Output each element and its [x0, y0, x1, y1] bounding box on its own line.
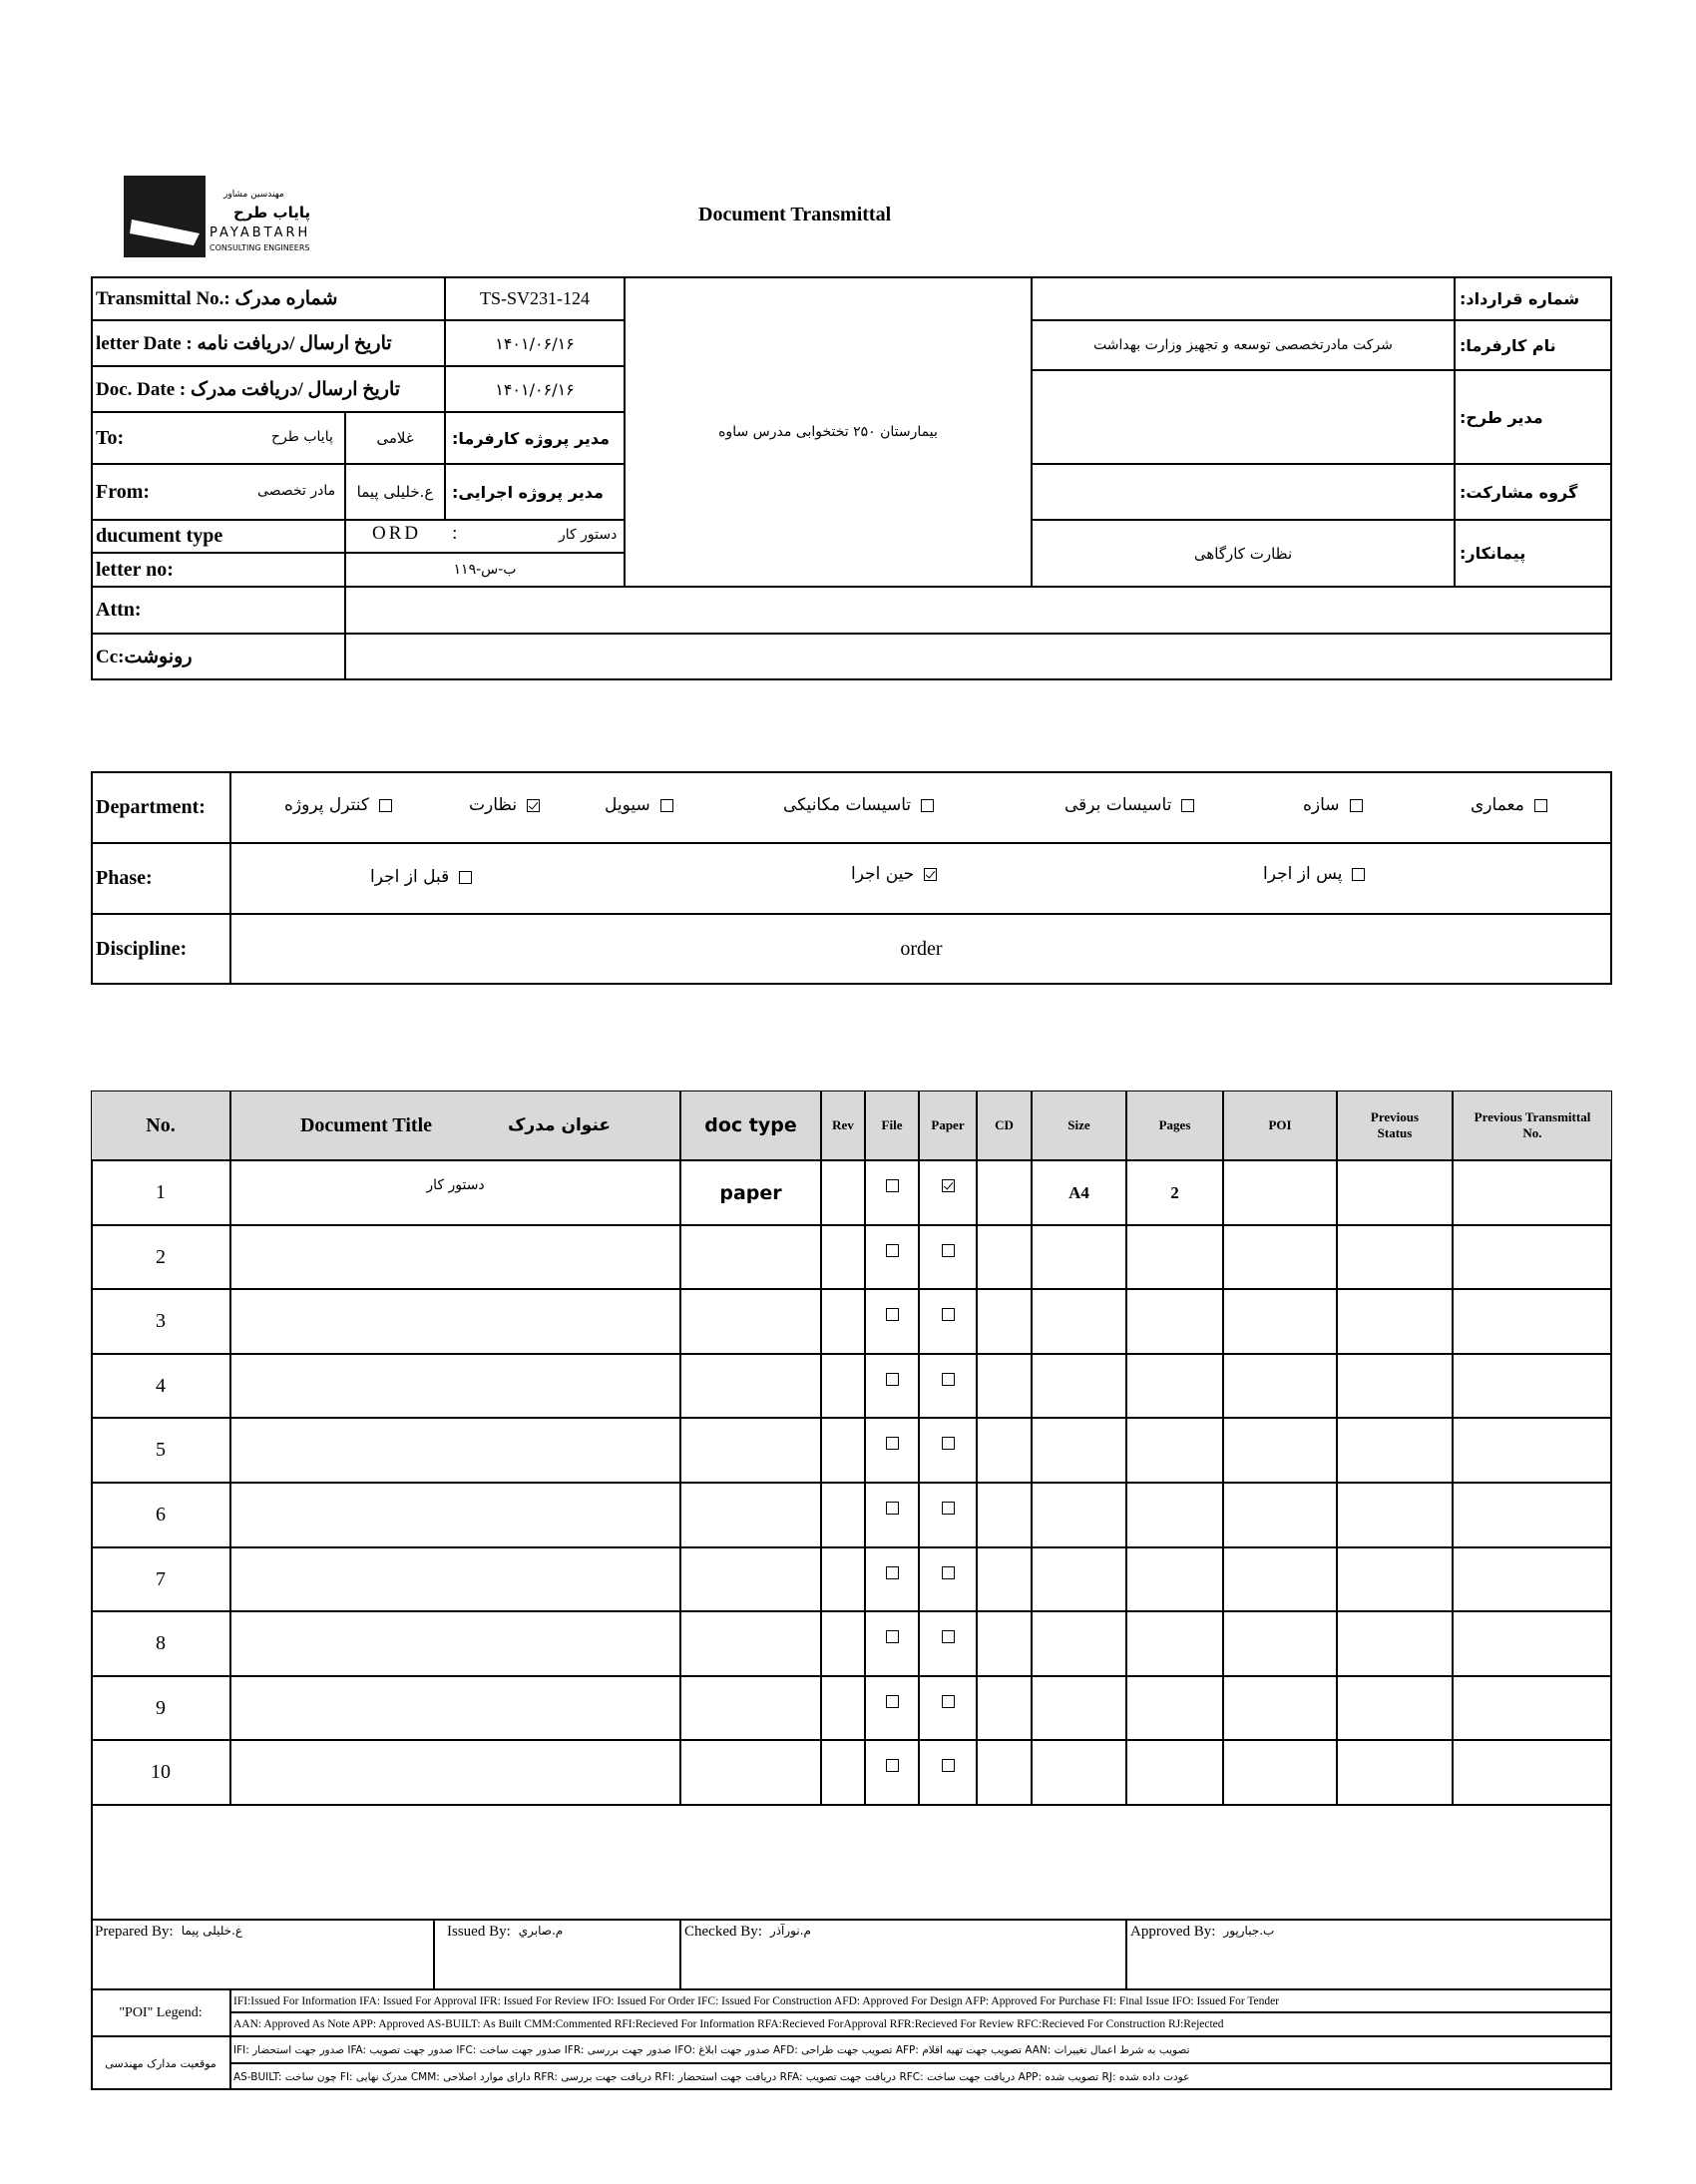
col-header-poi: POI [1223, 1091, 1337, 1160]
client-pm-label: مدیر پروژه کارفرما: [445, 412, 625, 464]
row-doc-type[interactable] [680, 1740, 821, 1805]
dept-option-architecture[interactable] [1471, 795, 1547, 815]
row-size[interactable] [1032, 1354, 1126, 1418]
checked-by-cell [680, 1920, 1126, 1989]
approved-by-cell [1126, 1920, 1612, 1989]
company-logo [124, 176, 333, 261]
col-header-no: No. [91, 1091, 230, 1160]
row-pages[interactable] [1126, 1676, 1223, 1740]
row-paper [919, 1354, 977, 1418]
row-doc-type[interactable] [680, 1483, 821, 1547]
row-prev-transmittal[interactable] [1453, 1160, 1612, 1225]
discipline-value: order [230, 914, 1612, 985]
row-prev-status[interactable] [1337, 1289, 1453, 1354]
row-prev-transmittal[interactable] [1453, 1483, 1612, 1547]
row-paper [919, 1547, 977, 1611]
row-paper-checkbox[interactable] [942, 1566, 955, 1579]
row-paper-checkbox[interactable] [942, 1502, 955, 1515]
row-file-checkbox[interactable] [886, 1695, 899, 1708]
client-label: نام کارفرما: [1455, 320, 1612, 370]
doc-date-label: Doc. Date : تاریخ ارسال /دریافت مدرک [91, 366, 445, 412]
letter-date-value: ۱۴۰۱/۰۶/۱۶ [445, 320, 625, 366]
dept-structure-checkbox[interactable] [1350, 799, 1363, 812]
issued-by-value: م.صابري [518, 1924, 564, 1938]
row-file-checkbox[interactable] [886, 1759, 899, 1772]
row-prev-transmittal[interactable] [1453, 1289, 1612, 1354]
row-doc-type[interactable] [680, 1418, 821, 1483]
table-spacer [91, 1805, 1612, 1920]
discipline-label: Discipline: [91, 914, 230, 985]
phase-after-label: پس از اجرا [1263, 864, 1343, 884]
row-paper [919, 1160, 977, 1225]
row-title[interactable] [230, 1289, 680, 1354]
row-no: 4 [91, 1354, 230, 1418]
letter-no-value: ب-س-۱۱۹ [345, 553, 625, 587]
row-size[interactable] [1032, 1483, 1126, 1547]
row-pages[interactable] [1126, 1611, 1223, 1676]
to-label: To: [91, 412, 345, 464]
row-poi[interactable] [1223, 1611, 1337, 1676]
dept-mechanical-label: تاسیسات مکانیکی [783, 795, 912, 815]
row-no: 1 [91, 1160, 230, 1225]
row-paper-checkbox[interactable] [942, 1695, 955, 1708]
row-size[interactable] [1032, 1418, 1126, 1483]
row-rev[interactable] [821, 1740, 865, 1805]
phase-label: Phase: [91, 843, 230, 914]
row-poi[interactable] [1223, 1547, 1337, 1611]
row-cd[interactable] [977, 1611, 1032, 1676]
col-header-prev-transmittal: Previous Transmittal No. [1453, 1091, 1612, 1160]
approved-by-value: ب.جبارپور [1223, 1924, 1275, 1938]
letter-no-label: letter no: [91, 553, 345, 587]
logo-subtitle: CONSULTING ENGINEERS [210, 243, 310, 252]
row-pages[interactable] [1126, 1740, 1223, 1805]
phase-option-after[interactable] [1263, 864, 1365, 884]
row-paper [919, 1611, 977, 1676]
row-size[interactable] [1032, 1740, 1126, 1805]
row-size[interactable] [1032, 1547, 1126, 1611]
legend-line-4: AS-BUILT: چون ساخت FI: مدرک نهایی CMM: دارای موارد اصلاحی RFR: دریافت جهت بررسی RFI: دریافت جهت استحضار RFA: دریافت جهت تصویب RFC: دریافت جهت ساخت APP: تصویب شده RJ: عودت داده شده [230, 2063, 1612, 2090]
row-title[interactable] [230, 1676, 680, 1740]
row-poi[interactable] [1223, 1160, 1337, 1225]
row-cd[interactable] [977, 1418, 1032, 1483]
row-title[interactable] [230, 1225, 680, 1289]
cc-field [345, 634, 1612, 680]
row-poi[interactable] [1223, 1225, 1337, 1289]
dept-civil-checkbox[interactable] [660, 799, 673, 812]
row-prev-transmittal[interactable] [1453, 1740, 1612, 1805]
col-header-cd: CD [977, 1091, 1032, 1160]
row-paper-checkbox[interactable] [942, 1179, 955, 1192]
row-prev-status[interactable] [1337, 1547, 1453, 1611]
row-poi[interactable] [1223, 1676, 1337, 1740]
row-title[interactable] [230, 1354, 680, 1418]
row-rev[interactable] [821, 1160, 865, 1225]
row-rev[interactable] [821, 1611, 865, 1676]
logo-name-fa: پایاب طرح [233, 204, 311, 221]
col-header-file: File [865, 1091, 919, 1160]
department-label: Department: [91, 771, 230, 843]
logo-name-en: PAYABTARH [210, 225, 311, 240]
row-title[interactable] [230, 1483, 680, 1547]
client-value: شرکت مادرتخصصی توسعه و تجهیز وزارت بهداشت [1032, 320, 1455, 370]
from-label: From: [91, 464, 345, 520]
row-file [865, 1611, 919, 1676]
dept-mechanical-checkbox[interactable] [921, 799, 934, 812]
col-header-title-fa: عنوان مدرک [508, 1115, 612, 1135]
row-rev[interactable] [821, 1676, 865, 1740]
dept-option-civil[interactable] [605, 795, 673, 815]
row-cd[interactable] [977, 1160, 1032, 1225]
row-poi[interactable] [1223, 1740, 1337, 1805]
row-rev[interactable] [821, 1418, 865, 1483]
row-doc-type[interactable] [680, 1611, 821, 1676]
row-title[interactable] [230, 1740, 680, 1805]
row-poi[interactable] [1223, 1483, 1337, 1547]
contract-no-value [1032, 276, 1455, 320]
row-prev-transmittal[interactable] [1453, 1354, 1612, 1418]
row-paper [919, 1289, 977, 1354]
doc-date-value: ۱۴۰۱/۰۶/۱۶ [445, 366, 625, 412]
row-prev-status[interactable] [1337, 1160, 1453, 1225]
row-file-checkbox[interactable] [886, 1179, 899, 1192]
row-prev-status[interactable] [1337, 1225, 1453, 1289]
row-prev-transmittal[interactable] [1453, 1418, 1612, 1483]
row-pages[interactable] [1126, 1289, 1223, 1354]
row-pages[interactable] [1126, 1547, 1223, 1611]
approved-by-label: Approved By: [1130, 1924, 1216, 1940]
row-paper-checkbox[interactable] [942, 1437, 955, 1450]
row-no: 8 [91, 1611, 230, 1676]
poi-legend-label: "POI" Legend: [91, 1989, 230, 2036]
row-doc-type[interactable] [680, 1676, 821, 1740]
row-cd[interactable] [977, 1676, 1032, 1740]
page-title: Document Transmittal [698, 204, 892, 225]
row-prev-status[interactable] [1337, 1740, 1453, 1805]
dept-project-control-label: کنترل پروژه [284, 795, 369, 815]
row-no: 6 [91, 1483, 230, 1547]
row-no: 3 [91, 1289, 230, 1354]
row-paper-checkbox[interactable] [942, 1308, 955, 1321]
row-pages[interactable] [1126, 1354, 1223, 1418]
row-paper [919, 1740, 977, 1805]
row-no: 2 [91, 1225, 230, 1289]
col-header-paper: Paper [919, 1091, 977, 1160]
phase-before-label: قبل از اجرا [370, 867, 450, 887]
col-header-size: Size [1032, 1091, 1126, 1160]
phase-option-during[interactable] [851, 864, 937, 884]
row-poi[interactable] [1223, 1418, 1337, 1483]
row-cd[interactable] [977, 1483, 1032, 1547]
row-file-checkbox[interactable] [886, 1437, 899, 1450]
row-paper-checkbox[interactable] [942, 1630, 955, 1643]
from-value: مادر تخصصی [257, 483, 336, 499]
row-file [865, 1289, 919, 1354]
row-poi[interactable] [1223, 1289, 1337, 1354]
row-prev-transmittal[interactable] [1453, 1225, 1612, 1289]
phase-option-before[interactable] [370, 867, 472, 887]
row-cd[interactable] [977, 1354, 1032, 1418]
row-no: 10 [91, 1740, 230, 1805]
row-file [865, 1676, 919, 1740]
row-doc-type[interactable]: paper [680, 1160, 821, 1225]
designer-value [1032, 370, 1455, 464]
dept-option-structure[interactable] [1303, 795, 1363, 815]
row-pages[interactable] [1126, 1418, 1223, 1483]
doc-type-code: ORD : [372, 523, 461, 544]
row-prev-transmittal[interactable] [1453, 1547, 1612, 1611]
row-paper [919, 1225, 977, 1289]
row-rev[interactable] [821, 1547, 865, 1611]
dept-option-mechanical[interactable] [783, 795, 934, 815]
logo-mark [124, 176, 206, 257]
row-file [865, 1160, 919, 1225]
letter-date-label: letter Date : تاریخ ارسال /دریافت نامه [91, 320, 445, 366]
row-no: 5 [91, 1418, 230, 1483]
phase-during-label: حین اجرا [851, 864, 915, 884]
col-header-title [230, 1091, 680, 1160]
checked-by-label: Checked By: [684, 1924, 762, 1940]
row-poi[interactable] [1223, 1354, 1337, 1418]
row-file-checkbox[interactable] [886, 1566, 899, 1579]
contractor-label: پیمانکار: [1455, 520, 1612, 587]
row-file [865, 1740, 919, 1805]
row-cd[interactable] [977, 1547, 1032, 1611]
row-file [865, 1483, 919, 1547]
row-paper-checkbox[interactable] [942, 1759, 955, 1772]
row-doc-type[interactable] [680, 1289, 821, 1354]
row-size[interactable]: A4 [1032, 1160, 1126, 1225]
row-rev[interactable] [821, 1354, 865, 1418]
dept-structure-label: سازه [1303, 795, 1340, 815]
contractor-value: نظارت کارگاهی [1032, 520, 1455, 587]
to-value: پایاب طرح [271, 429, 333, 445]
checked-by-value: م.نورآذر [769, 1924, 811, 1938]
row-file-checkbox[interactable] [886, 1373, 899, 1386]
row-file-checkbox[interactable] [886, 1308, 899, 1321]
row-file [865, 1547, 919, 1611]
row-prev-status[interactable] [1337, 1611, 1453, 1676]
phase-before-checkbox[interactable] [459, 871, 472, 884]
attn-field [345, 587, 1612, 634]
col-header-rev: Rev [821, 1091, 865, 1160]
attn-label: Attn: [91, 587, 345, 634]
row-rev[interactable] [821, 1225, 865, 1289]
legend-line-3: IFI: صدور جهت استحضار IFA: صدور جهت تصویب IFC: صدور جهت ساخت IFR: صدور جهت بررسی IFO: صدور جهت ابلاغ AFD: تصویب جهت طراحی AFP: تصویب جهت تهیه اقلام AAN: تصویب به شرط اعمال تغییرات [230, 2036, 1612, 2063]
exec-pm-label: مدیر پروژه اجرایی: [445, 464, 625, 520]
row-pages[interactable] [1126, 1225, 1223, 1289]
row-paper [919, 1418, 977, 1483]
row-size[interactable] [1032, 1289, 1126, 1354]
row-size[interactable] [1032, 1676, 1126, 1740]
row-cd[interactable] [977, 1225, 1032, 1289]
row-size[interactable] [1032, 1611, 1126, 1676]
row-prev-transmittal[interactable] [1453, 1611, 1612, 1676]
row-paper [919, 1483, 977, 1547]
row-no: 9 [91, 1676, 230, 1740]
col-header-doc-type: doc type [680, 1091, 821, 1160]
prepared-by-value: ع.خلیلی پیما [181, 1924, 243, 1938]
row-title[interactable] [230, 1547, 680, 1611]
dept-civil-label: سیویل [605, 795, 650, 815]
col-header-pages: Pages [1126, 1091, 1223, 1160]
row-prev-status[interactable] [1337, 1483, 1453, 1547]
dept-option-supervision[interactable] [469, 795, 540, 815]
partner-label: گروه مشارکت: [1455, 464, 1612, 520]
row-cd[interactable] [977, 1740, 1032, 1805]
contract-no-label: شماره قرارداد: [1455, 276, 1612, 320]
doc-type-fa: دستور کار [559, 527, 618, 543]
row-size[interactable] [1032, 1225, 1126, 1289]
prepared-by-cell [91, 1920, 434, 1989]
dept-supervision-label: نظارت [469, 795, 518, 815]
phase-after-checkbox[interactable] [1352, 868, 1365, 881]
to-person: غلامی [345, 412, 445, 464]
row-pages[interactable] [1126, 1483, 1223, 1547]
logo-text-fa: مهندسین مشاور [223, 190, 284, 200]
row-paper-checkbox[interactable] [942, 1244, 955, 1257]
doc-type-label: ducument type [91, 520, 345, 553]
row-title[interactable] [230, 1611, 680, 1676]
row-paper [919, 1676, 977, 1740]
transmittal-no-label: Transmittal No.: شماره مدرک [91, 276, 445, 320]
row-pages[interactable]: 2 [1126, 1160, 1223, 1225]
legend-line-2: AAN: Approved As Note APP: Approved AS-BUILT: As Built CMM:Commented RFI:Recieved For Information RFA:Recieved ForApproval RFR:Recieved For Review RFC:Recieved For Construction RJ:Rejected [230, 2012, 1612, 2036]
row-file [865, 1225, 919, 1289]
dept-architecture-checkbox[interactable] [1534, 799, 1547, 812]
row-no: 7 [91, 1547, 230, 1611]
issued-by-cell [434, 1920, 680, 1989]
dept-electrical-label: تاسیسات برقی [1064, 795, 1172, 815]
col-header-prev-status: Previous Status [1337, 1091, 1453, 1160]
row-paper-checkbox[interactable] [942, 1373, 955, 1386]
cc-label: Cc:رونوشت [91, 634, 345, 680]
row-file [865, 1418, 919, 1483]
col-header-title-en: Document Title [299, 1113, 432, 1136]
transmittal-no-value: TS-SV231-124 [445, 276, 625, 320]
row-file-checkbox[interactable] [886, 1630, 899, 1643]
dept-option-project-control[interactable] [284, 795, 392, 815]
legend-line-1: IFI:Issued For Information IFA: Issued For Approval IFR: Issued For Review IFO: Issued For Order IFC: Issued For Construction AFD: Approved For Design AFP: Approved For Purchase FI: Final Issue IFO: Issued For Tender [230, 1989, 1612, 2012]
dept-option-electrical[interactable] [1064, 795, 1194, 815]
row-prev-status[interactable] [1337, 1354, 1453, 1418]
row-prev-status[interactable] [1337, 1676, 1453, 1740]
row-file-checkbox[interactable] [886, 1502, 899, 1515]
designer-label: مدیر طرح: [1455, 370, 1612, 464]
row-file [865, 1354, 919, 1418]
row-cd[interactable] [977, 1289, 1032, 1354]
legend-fa-label: موقعیت مدارک مهندسی [91, 2036, 230, 2090]
row-file-checkbox[interactable] [886, 1244, 899, 1257]
row-doc-type[interactable] [680, 1354, 821, 1418]
dept-supervision-checkbox[interactable] [527, 799, 540, 812]
dept-electrical-checkbox[interactable] [1181, 799, 1194, 812]
partner-value [1032, 464, 1455, 520]
phase-during-checkbox[interactable] [924, 868, 937, 881]
row-doc-type[interactable] [680, 1547, 821, 1611]
dept-architecture-label: معماری [1471, 795, 1524, 815]
row-prev-status[interactable] [1337, 1418, 1453, 1483]
row-doc-type[interactable] [680, 1225, 821, 1289]
from-person: ع.خلیلی پیما [345, 464, 445, 520]
row-title[interactable] [230, 1418, 680, 1483]
row-rev[interactable] [821, 1289, 865, 1354]
row-title[interactable]: دستور کار [230, 1160, 680, 1225]
dept-project-control-checkbox[interactable] [379, 799, 392, 812]
project-name: بیمارستان ۲۵۰ تختخوابی مدرس ساوه [625, 276, 1032, 587]
row-prev-transmittal[interactable] [1453, 1676, 1612, 1740]
row-rev[interactable] [821, 1483, 865, 1547]
issued-by-label: Issued By: [447, 1924, 511, 1940]
prepared-by-label: Prepared By: [95, 1924, 174, 1940]
